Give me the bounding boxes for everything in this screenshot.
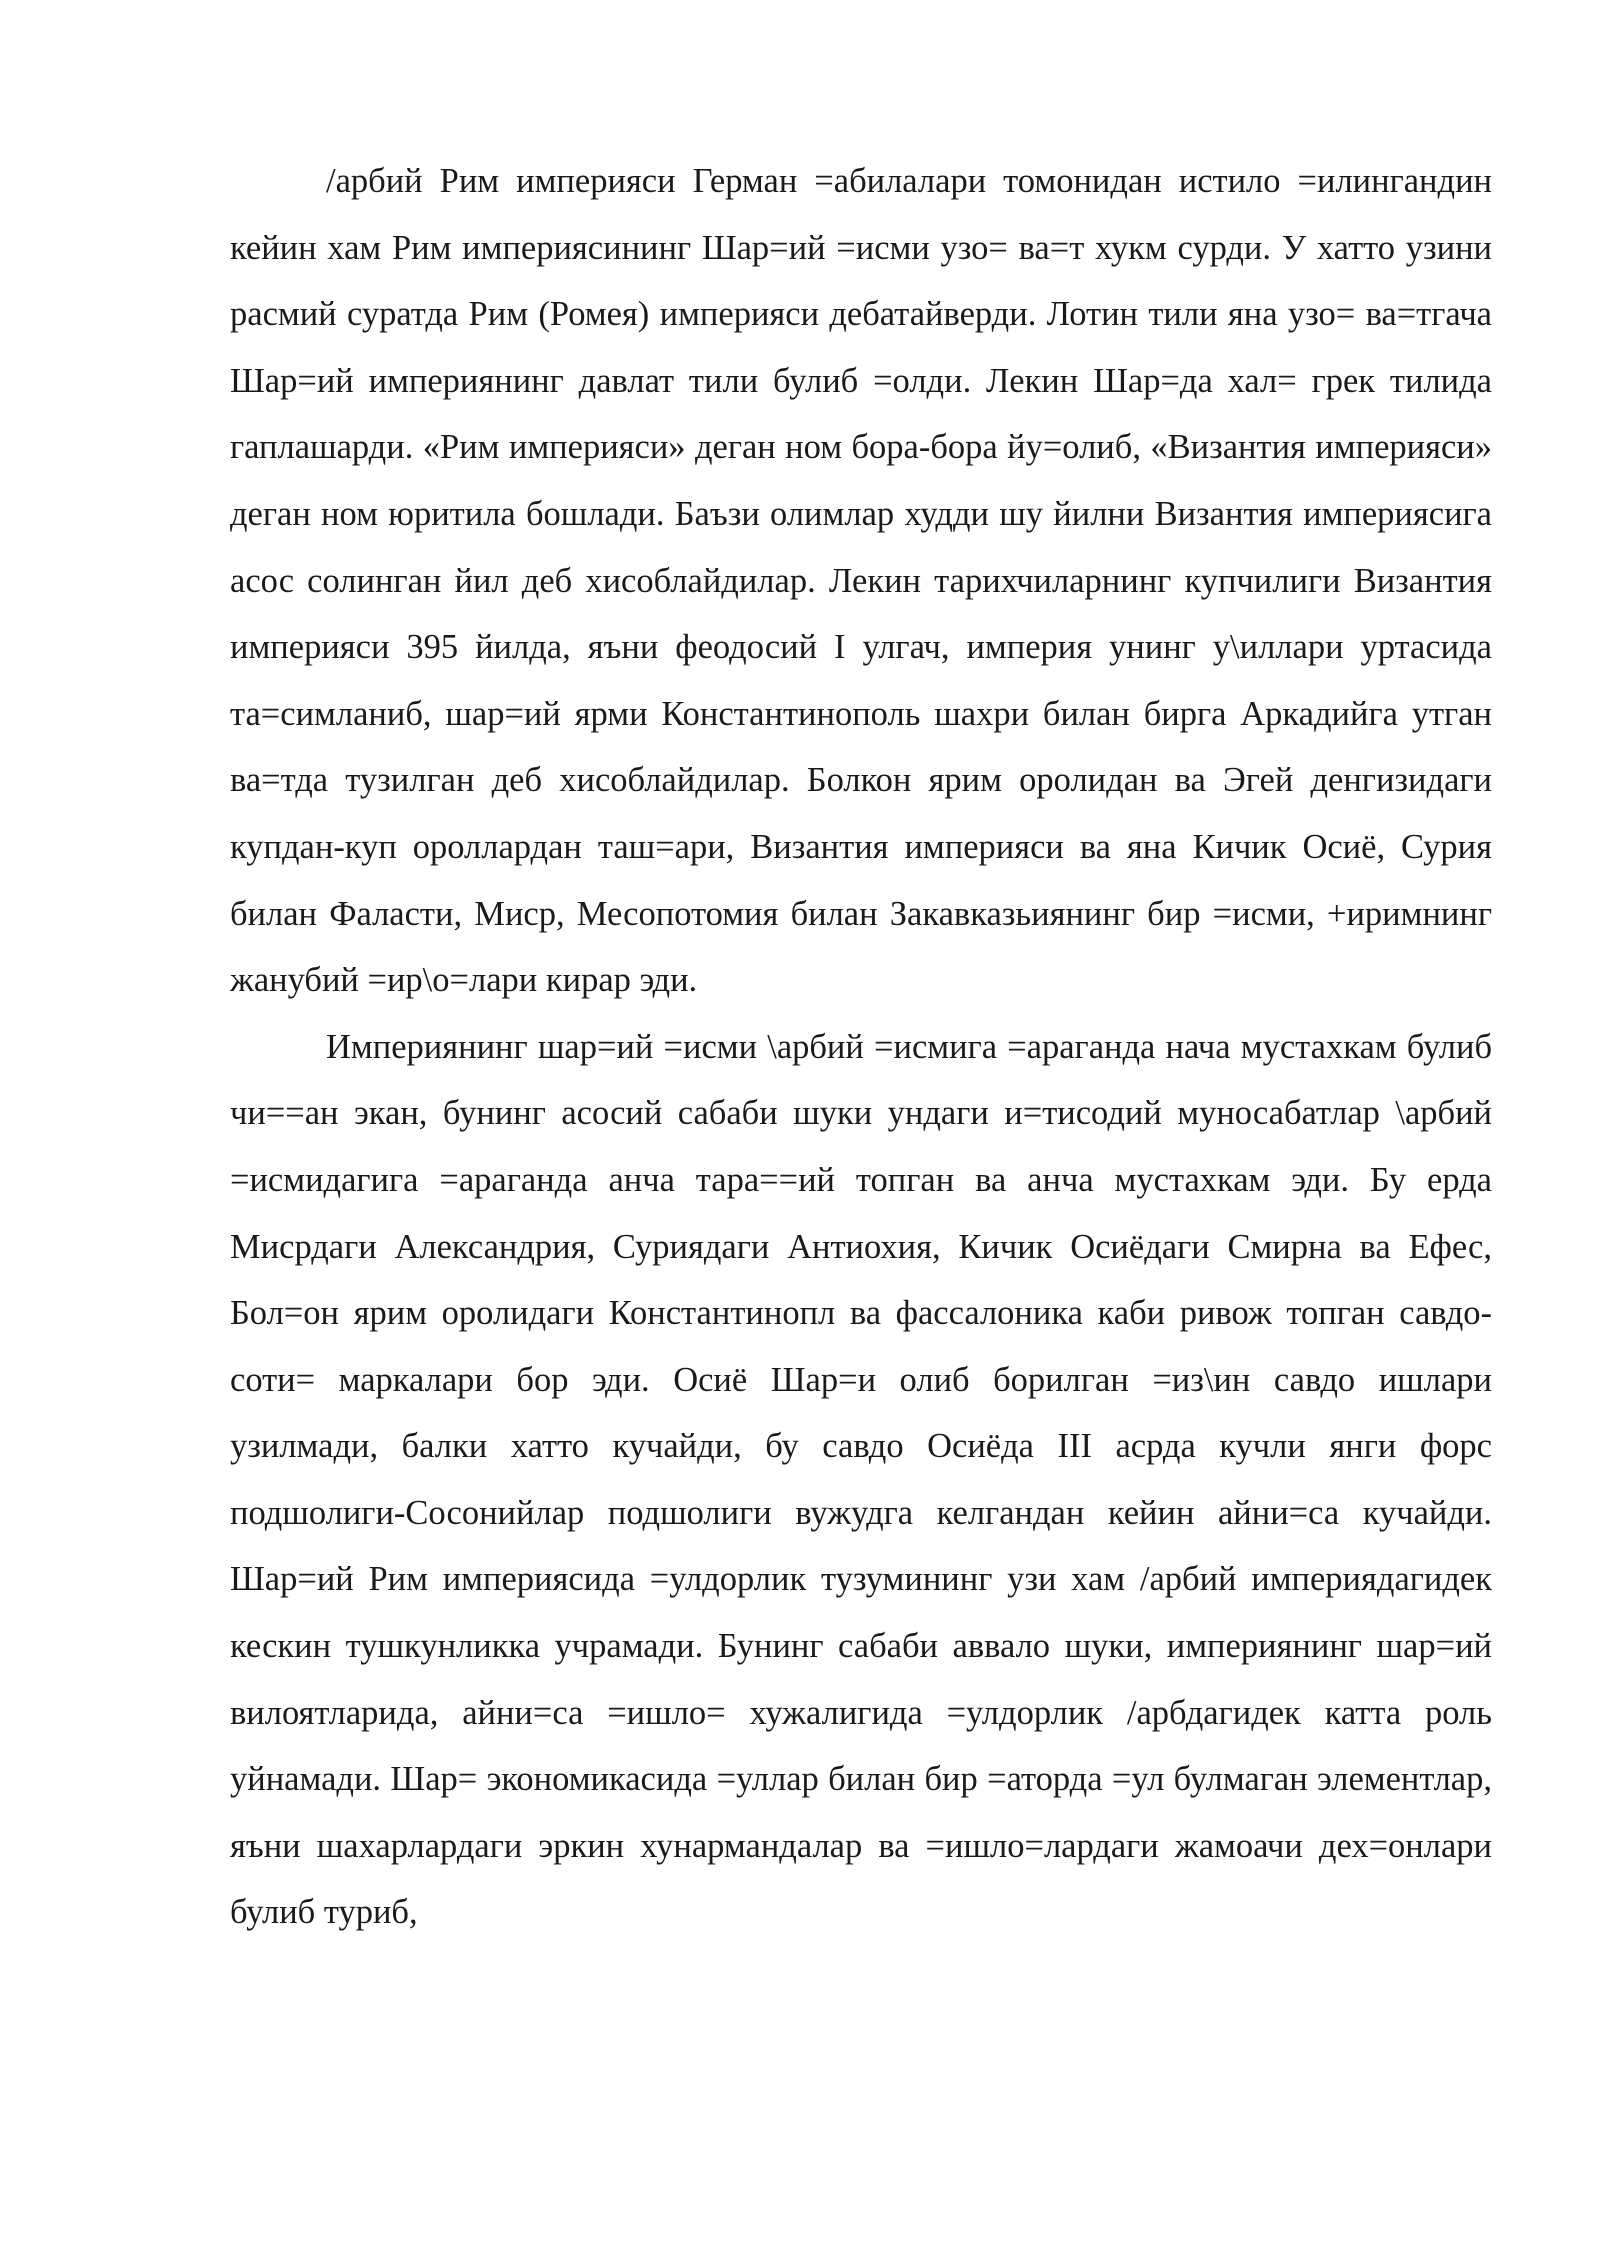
paragraph-byzantine-origin: /арбий Рим империяси Герман =абилалари томонидан истило =илингандин кейин хам Рим империясининг Шар=ий =исми узо= ва=т хукм сурди. У хатто узини расмий суратда Рим (Ромея) империяси дебатайверди. Лотин тили яна узо= ва=тгача Шар=ий империянинг давлат тили булиб =олди. Лекин Шар=да хал= грек тилида гаплашарди. «Рим империяси» деган ном бора-бора йу=олиб, «Византия империяси» деган ном юритила бошлади. Баъзи олимлар худди шу йилни Византия империясига асос солинган йил деб хисоблайдилар. Лекин тарихчиларнинг купчилиги Византия империяси 395 йилда, яъни феодосий I улгач, империя унинг у\иллари уртасида та=симланиб, шар=ий ярми Константинополь шахри билан бирга Аркадийга утган ва=тда тузилган деб хисоблайдилар. Болкон ярим оролидан ва Эгей денгизидаги купдан-куп ороллардан таш=ари, Византия империяси ва яна Кичик Осиё, Сурия билан Фаласти, Миср, Месопотомия билан Закавказьиянинг бир =исми, +иримнинг жанубий =ир\о=лари кирар эди. [230, 162, 1492, 1000]
document-body [230, 148, 1492, 1946]
paragraph-eastern-empire-stability: Империянинг шар=ий =исми \арбий =исмига =араганда нача мустахкам булиб чи==ан экан, бунинг асосий сабаби шуки ундаги и=тисодий муносабатлар \арбий =исмидагига =араганда анча тара==ий топган ва анча мустахкам эди. Бу ерда Мисрдаги Александрия, Суриядаги Антиохия, Кичик Осиёдаги Смирна ва Ефес, Бол=он ярим оролидаги Константинопл ва фассалоника каби ривож топган савдо-соти= маркалари бор эди. Осиё Шар=и олиб борилган =из\ин савдо ишлари узилмади, балки хатто кучайди, бу савдо Осиёда III асрда кучли янги форс подшолиги-Сосонийлар подшолиги вужудга келгандан кейин айни=са кучайди. Шар=ий Рим империясида =улдорлик тузумининг узи хам /арбий империядагидек кескин тушкунликка учрамади. Бунинг сабаби аввало шуки, империянинг шар=ий вилоятларида, айни=са =ишло= хужалигида =улдорлик /арбдагидек катта роль уйнамади. Шар= экономикасида =уллар билан бир =аторда =ул булмаган элементлар, яъни шахарлардаги эркин хунармандалар ва =ишло=лардаги жамоачи дех=онлари булиб туриб, [230, 1027, 1492, 1932]
